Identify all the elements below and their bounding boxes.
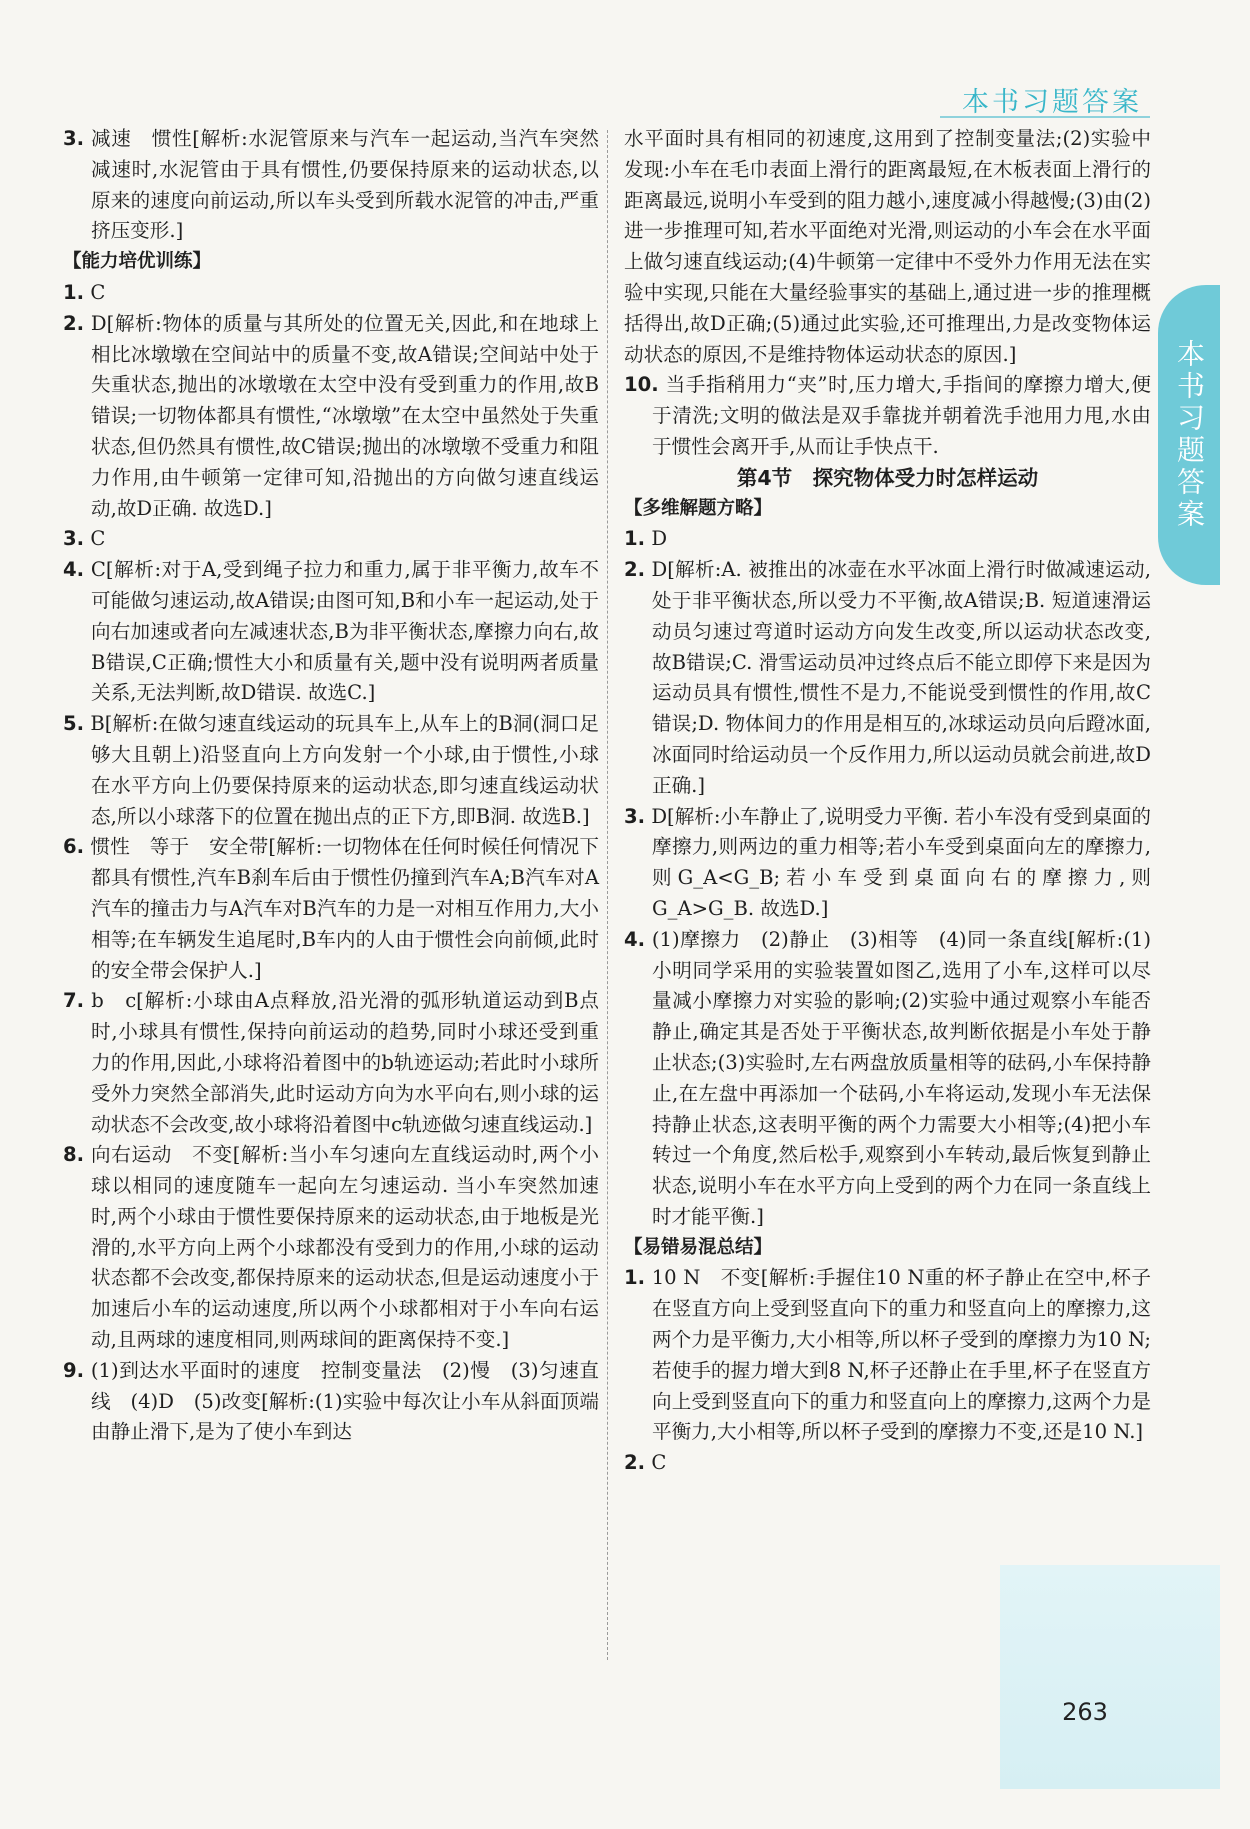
item-text: 减速 惯性[解析:水泥管原来与汽车一起运动,当汽车突然减速时,水泥管由于具有惯性,仍要保持原来的运动状态,以原来的速度向前运动,所以车头受到所载水泥管的冲击,严重挤压变形.] bbox=[90, 127, 599, 243]
item-text: C[解析:对于A,受到绳子拉力和重力,属于非平衡力,故车不可能做匀速运动,故A错误;由图可知,B和小车一起运动,处于向右加速或者向左减速状态,B为非平衡状态,摩擦力向右,故B错误,C正确;惯性大小和质量有关,题中没有说明两者质量关系,无法判断,故D错误. 故选C.] bbox=[90, 558, 599, 705]
item-text: 10 N 不变[解析:手握住10 N重的杯子静止在空中,杯子在竖直方向上受到竖直向下的重力和竖直向上的摩擦力,这两个力是平衡力,大小相等,所以杯子受到的摩擦力为10 N;若使手的握力增大到8 N,杯子还静止在手里,杯子在竖直方向上受到竖直向下的重力和竖直向上的摩擦力,这两个力是平衡力,大小相等,所以杯子受到的摩擦力不变,还是10 N.] bbox=[651, 1266, 1151, 1444]
item-text: (1)摩擦力 (2)静止 (3)相等 (4)同一条直线[解析:(1)小明同学采用的实验装置如图乙,选用了小车,这样可以尽量减小摩擦力对实验的影响;(2)实验中通过观察小车能否静止,确定其是否处于平衡状态,故判断依据是小车处于静止状态;(3)实验时,左右两盘放质量相等的砝码,小车保持静止,在左盘中再添加一个砝码,小车将运动,发现小车无法保持静止状态,这表明平衡的两个力需要大小相等;(4)把小车转过一个角度,然后松手,观察到小车转动,最后恢复到静止状态,说明小车在水平方向上受到的两个力在同一条直线上时才能平衡.] bbox=[651, 927, 1151, 1228]
section-heading: 【能力培优训练】 bbox=[63, 251, 212, 273]
item-number: 5. bbox=[63, 712, 85, 736]
answer-item bbox=[63, 709, 599, 832]
answer-item bbox=[63, 309, 599, 525]
item-number: 6. bbox=[63, 835, 85, 859]
item-text: 惯性 等于 安全带[解析:一切物体在任何时候任何情况下都具有惯性,汽车B刹车后由于惯性仍撞到汽车A;B汽车对A汽车的撞击力与A汽车对B汽车的力是一对相互作用力,大小相等;在车辆发生追尾时,B车内的人由于惯性会向前倾,此时的安全带会保护人.] bbox=[90, 835, 599, 982]
bottom-color-strip bbox=[1000, 1565, 1220, 1789]
item-text: D[解析:小车静止了,说明受力平衡. 若小车没有受到桌面的摩擦力,则两边的重力相等;若小车受到桌面向左的摩擦力,则G_A<G_B;若小车受到桌面向右的摩擦力,则G_A>G_B. 故选D.] bbox=[651, 804, 1151, 920]
answer-item bbox=[63, 524, 599, 555]
column-divider bbox=[607, 130, 608, 1660]
item-number: 3. bbox=[63, 527, 85, 551]
chapter-title: 第4节 探究物体受力时怎样运动 bbox=[736, 465, 1039, 490]
item-text: D[解析:A. 被推出的冰壶在水平冰面上滑行时做减速运动,处于非平衡状态,所以受力不平衡,故A错误;B. 短道速滑运动员匀速过弯道时运动方向发生改变,所以运动状态改变,故B错误;C. 滑雪运动员冲过终点后不能立即停下来是因为运动员具有惯性,惯性不是力,不能说受到惯性的作用,故C错误;D. 物体间力的作用是相互的,冰球运动员向后蹬冰面,冰面同时给运动员一个反作用力,所以运动员就会前进,故D正确.] bbox=[651, 558, 1151, 797]
answer-item bbox=[63, 1356, 599, 1448]
item-number: 2. bbox=[624, 1451, 646, 1475]
item-number: 1. bbox=[63, 280, 85, 304]
item-number: 7. bbox=[63, 989, 85, 1013]
answer-item bbox=[624, 1448, 1151, 1479]
item-text: (1)到达水平面时的速度 控制变量法 (2)慢 (3)匀速直线 (4)D (5)改变[解析:(1)实验中每次让小车从斜面顶端由静止滑下,是为了使小车到达 bbox=[90, 1358, 599, 1444]
header-title: 本书习题答案 bbox=[962, 87, 1142, 118]
item-number: 8. bbox=[63, 1143, 85, 1167]
item-text: D bbox=[651, 527, 668, 551]
item-text: B[解析:在做匀速直线运动的玩具车上,从车上的B洞(洞口足够大且朝上)沿竖直向上方向发射一个小球,由于惯性,小球在水平方向上仍要保持原来的运动状态,即匀速直线运动状态,所以小球落下的位置在抛出点的正下方,即B洞. 故选B.] bbox=[90, 712, 600, 828]
item-number: 2. bbox=[63, 311, 85, 335]
answer-item bbox=[63, 278, 599, 309]
item-text: 当手指稍用力“夹”时,压力增大,手指间的摩擦力增大,便于清洗;文明的做法是双手靠拢并朝着洗手池用力甩,水由于惯性会离开手,从而让手快点干. bbox=[652, 373, 1152, 458]
answer-item bbox=[63, 832, 599, 986]
item-number: 2. bbox=[624, 558, 646, 582]
item-number: 1. bbox=[624, 1266, 646, 1290]
answer-item bbox=[63, 1140, 599, 1356]
answer-continuation: 水平面时具有相同的初速度,这用到了控制变量法;(2)实验中发现:小车在毛巾表面上滑行的距离最短,在木板表面上滑行的距离最远,说明小车受到的阻力越小,速度减小得越慢;(3)由(2)进一步推理可知,若水平面绝对光滑,则运动的小车会在水平面上做匀速直线运动;(4)牛顿第一定律中不受外力作用无法在实验中实现,只能在大量经验事实的基础上,通过进一步的推理概括得出,故D正确;(5)通过此实验,还可推理出,力是改变物体运动状态的原因,不是维持物体运动状态的原因.] bbox=[624, 127, 1151, 366]
item-text: 向右运动 不变[解析:当小车匀速向左直线运动时,两个小球以相同的速度随车一起向左匀速运动. 当小车突然加速时,两个小球由于惯性要保持原来的运动状态,由于地板是光滑的,水平方向上两个小球都没有受到力的作用,小球的运动状态都不会改变,都保持原来的运动状态,但是运动速度小于加速后小车的运动速度,所以两个小球都相对于小车向右运动,且两球的速度相同,则两球间的距离保持不变.] bbox=[90, 1143, 599, 1352]
header-divider bbox=[940, 116, 1150, 118]
item-text: b c[解析:小球由A点释放,沿光滑的弧形轨道运动到B点时,小球具有惯性,保持向前运动的趋势,同时小球还受到重力的作用,因此,小球将沿着图中的b轨迹运动;若此时小球所受外力突然全部消失,此时运动方向为水平向右,则小球的运动状态不会改变,故小球将沿着图中c轨迹做匀速直线运动.] bbox=[91, 989, 599, 1136]
side-tab-label: 本书习题答案 bbox=[1173, 339, 1206, 531]
page-number: 263 bbox=[1062, 1698, 1108, 1726]
answer-item bbox=[624, 925, 1151, 1233]
item-number: 3. bbox=[624, 804, 646, 828]
left-column bbox=[63, 124, 599, 1448]
item-text: C bbox=[90, 280, 106, 304]
item-number: 3. bbox=[63, 127, 85, 150]
item-number: 9. bbox=[63, 1358, 85, 1382]
item-number: 10. bbox=[624, 373, 659, 397]
side-tab bbox=[1158, 285, 1220, 585]
item-text: D[解析:物体的质量与其所处的位置无关,因此,和在地球上相比冰墩墩在空间站中的质量不变,故A错误;空间站中处于失重状态,抛出的冰墩墩在太空中没有受到重力的作用,故B错误;一切物体都具有惯性,“冰墩墩”在太空中虽然处于失重状态,但仍然具有惯性,故C错误;抛出的冰墩墩不受重力和阻力作用,由牛顿第一定律可知,沿抛出的方向做匀速直线运动,故D正确. 故选D.] bbox=[90, 311, 599, 520]
answer-item bbox=[63, 986, 599, 1140]
item-number: 4. bbox=[624, 927, 646, 951]
item-text: C bbox=[651, 1451, 667, 1475]
answer-item bbox=[63, 124, 599, 247]
item-number: 1. bbox=[624, 527, 646, 551]
answer-item bbox=[63, 555, 599, 709]
section-heading: 【多维解题方略】 bbox=[624, 497, 773, 519]
answer-item bbox=[624, 370, 1151, 462]
answer-item bbox=[624, 1263, 1151, 1448]
item-number: 4. bbox=[63, 558, 85, 582]
section-heading: 【易错易混总结】 bbox=[624, 1236, 773, 1258]
right-column bbox=[624, 124, 1151, 1479]
item-text: C bbox=[90, 527, 106, 551]
answer-item bbox=[624, 555, 1151, 801]
answer-item bbox=[624, 524, 1151, 555]
answer-item bbox=[624, 802, 1151, 925]
